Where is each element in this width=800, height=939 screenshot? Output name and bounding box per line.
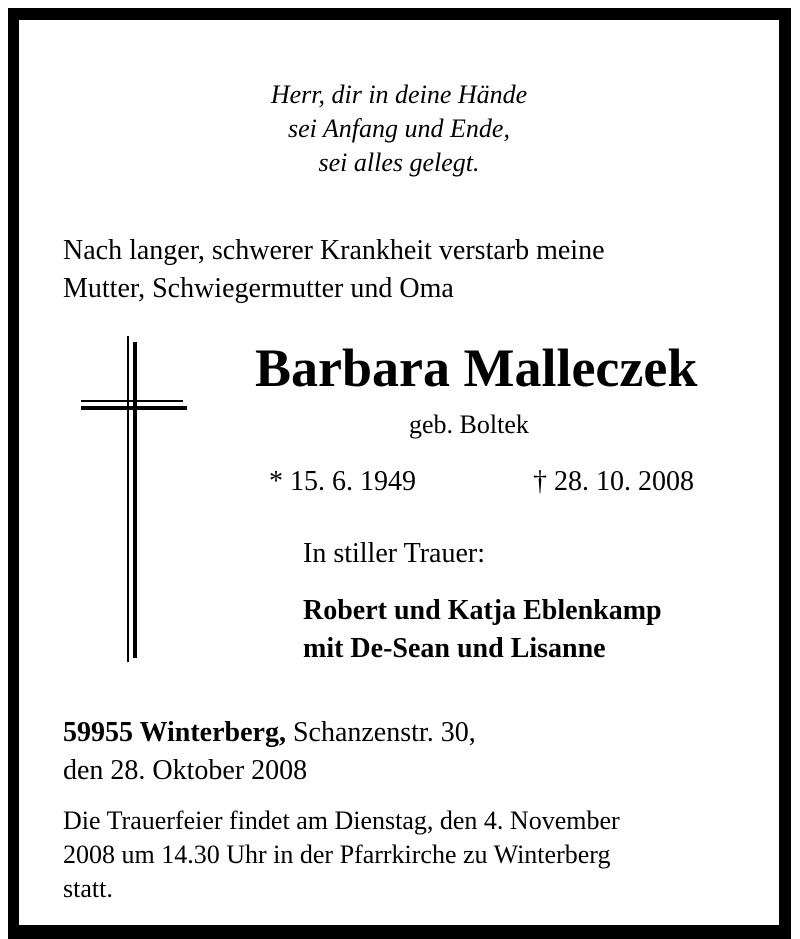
address-line bbox=[63, 714, 476, 752]
service-line-3: statt. bbox=[63, 874, 113, 903]
address-city: 59955 Winterberg, bbox=[63, 717, 286, 748]
address-street: Schanzenstr. 30, bbox=[285, 717, 476, 748]
cross-icon bbox=[79, 336, 189, 662]
intro-line-2: Mutter, Schwiegermutter und Oma bbox=[63, 273, 454, 304]
maiden-name: geb. Boltek bbox=[409, 410, 529, 439]
birth-date: * 15. 6. 1949 bbox=[269, 466, 416, 497]
service-line-1: Die Trauerfeier findet am Dienstag, den 4. November bbox=[63, 806, 620, 835]
verse-line-2: sei Anfang und Ende, bbox=[288, 114, 510, 143]
bible-verse bbox=[19, 78, 779, 180]
mourners-line-1: Robert und Katja Eblenkamp bbox=[303, 595, 662, 626]
mourners-line-2: mit De-Sean und Lisanne bbox=[303, 633, 606, 664]
verse-line-3: sei alles gelegt. bbox=[318, 148, 480, 177]
mourners-list bbox=[303, 592, 662, 668]
service-line-2: 2008 um 14.30 Uhr in der Pfarrkirche zu Winterberg bbox=[63, 840, 611, 869]
verse-line-1: Herr, dir in deine Hände bbox=[270, 80, 528, 109]
mourning-heading: In stiller Trauer: bbox=[303, 538, 485, 569]
death-date: † 28. 10. 2008 bbox=[533, 466, 694, 497]
intro-line-1: Nach langer, schwerer Krankheit verstarb meine bbox=[63, 235, 605, 266]
address-date: den 28. Oktober 2008 bbox=[63, 755, 308, 786]
obituary-frame bbox=[8, 8, 791, 939]
funeral-service-notice bbox=[63, 804, 620, 906]
address-block bbox=[63, 714, 476, 790]
deceased-name: Barbara Malleczek bbox=[255, 338, 698, 398]
intro-text bbox=[63, 232, 605, 308]
